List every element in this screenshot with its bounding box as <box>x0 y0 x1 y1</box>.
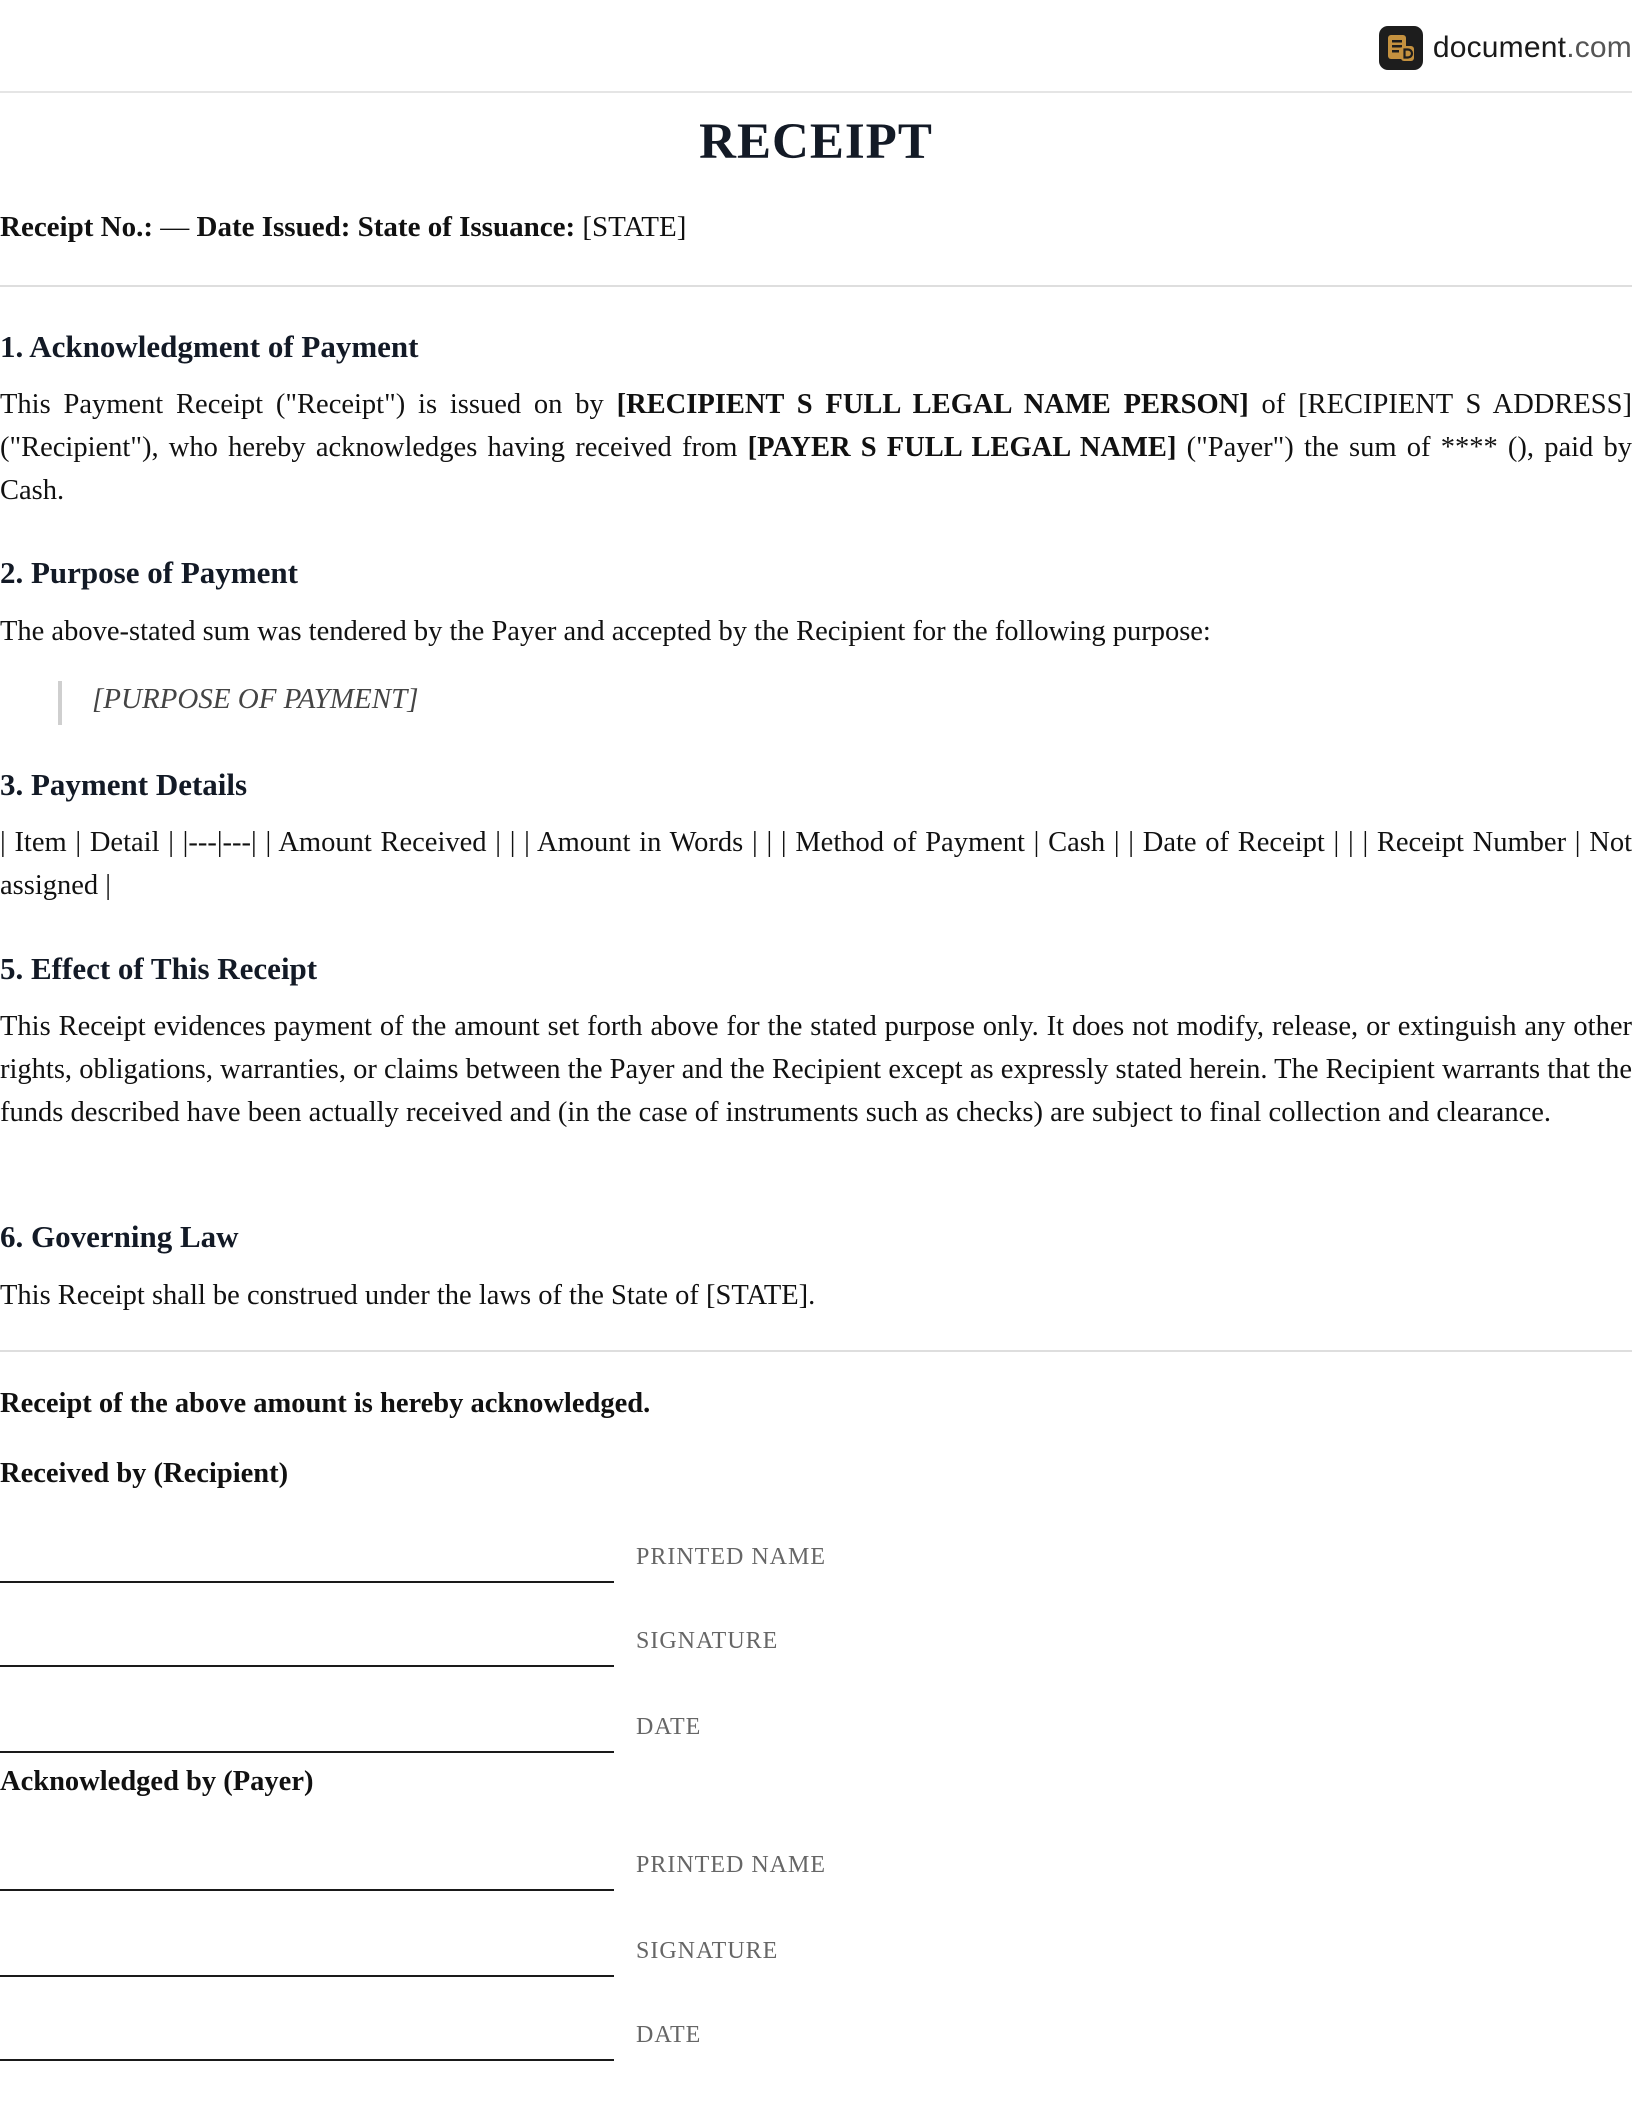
receipt-no-label: Receipt No.: <box>0 211 154 243</box>
section-text-governing-law: This Receipt shall be construed under the laws of the State of [STATE]. <box>0 1280 816 1311</box>
section-heading-governing-law: 6. Governing Law <box>0 1219 239 1254</box>
ack-text-1: This Payment Receipt ("Receipt") is issued on by <box>0 389 617 420</box>
payer-block-heading: Acknowledged by (Payer) <box>0 1766 314 1797</box>
page-title: RECEIPT <box>699 114 933 170</box>
section-heading-effect: 5. Effect of This Receipt <box>0 951 318 986</box>
receipt-no-dash: — <box>160 211 190 243</box>
ack-text-2: of [RECIPIENT S ADDRESS] ("Recipient"), who hereby acknowledges having received from <box>0 389 1632 463</box>
recipient-block-heading: Received by (Recipient) <box>0 1458 289 1489</box>
date-issued-label: Date Issued: <box>196 211 351 243</box>
payer-printed-name-label: PRINTED NAME <box>636 1852 826 1878</box>
purpose-placeholder: [PURPOSE OF PAYMENT] <box>92 683 419 715</box>
document-logo-icon <box>1379 26 1423 70</box>
divider <box>0 1350 1632 1352</box>
quote-bar <box>58 681 62 725</box>
payer-printed-name-line[interactable] <box>0 1889 614 1891</box>
page-header <box>0 0 1632 93</box>
section-text-effect: This Receipt evidences payment of the amount set forth above for the stated purpose only. It does not modify, release, or extinguish any other rights, obligations, warranties, or claims between the Payer and the Recipient except as expressly stated herein. The Recipient warrants that the funds described have been actually received and (in the case of instruments such as checks) are subject to final collection and clearance. <box>0 1011 1632 1128</box>
ack-text-3: ("Payer") the sum of **** (), paid by Cash. <box>0 432 1632 506</box>
divider <box>0 285 1632 287</box>
state-label: State of Issuance: <box>357 211 576 243</box>
recipient-printed-name-line[interactable] <box>0 1581 614 1583</box>
payer-name-placeholder: [PAYER S FULL LEGAL NAME] <box>747 432 1177 463</box>
recipient-date-line[interactable] <box>0 1751 614 1753</box>
section-text-acknowledgment <box>0 383 1632 512</box>
section-heading-purpose: 2. Purpose of Payment <box>0 555 298 590</box>
payer-signature-label: SIGNATURE <box>636 1938 779 1964</box>
section-heading-acknowledgment: 1. Acknowledgment of Payment <box>0 329 419 364</box>
section-text-purpose: The above-stated sum was tendered by the Payer and accepted by the Recipient for the following purpose: <box>0 616 1211 647</box>
payer-signature-line[interactable] <box>0 1975 614 1977</box>
acknowledgment-statement: Receipt of the above amount is hereby acknowledged. <box>0 1388 651 1419</box>
brand-name-main: document <box>1432 31 1567 64</box>
payer-date-label: DATE <box>636 2022 702 2048</box>
recipient-printed-name-label: PRINTED NAME <box>636 1544 826 1570</box>
brand-logo[interactable] <box>1379 26 1632 70</box>
recipient-signature-line[interactable] <box>0 1665 614 1667</box>
receipt-meta-line <box>0 211 686 244</box>
section-heading-payment-details: 3. Payment Details <box>0 767 248 802</box>
recipient-date-label: DATE <box>636 1714 702 1740</box>
payment-details-table-text: | Item | Detail | |---|---| | Amount Received | | | Amount in Words | | | Method of Payment | Cash | | Date of Receipt | | | Receipt Number | Not assigned | <box>0 827 1632 901</box>
brand-name <box>1433 31 1632 65</box>
recipient-name-placeholder: [RECIPIENT S FULL LEGAL NAME PERSON] <box>616 389 1249 420</box>
state-value: [STATE] <box>582 211 687 243</box>
brand-tld: .com <box>1566 31 1632 64</box>
payer-date-line[interactable] <box>0 2059 614 2061</box>
recipient-signature-label: SIGNATURE <box>636 1628 779 1654</box>
